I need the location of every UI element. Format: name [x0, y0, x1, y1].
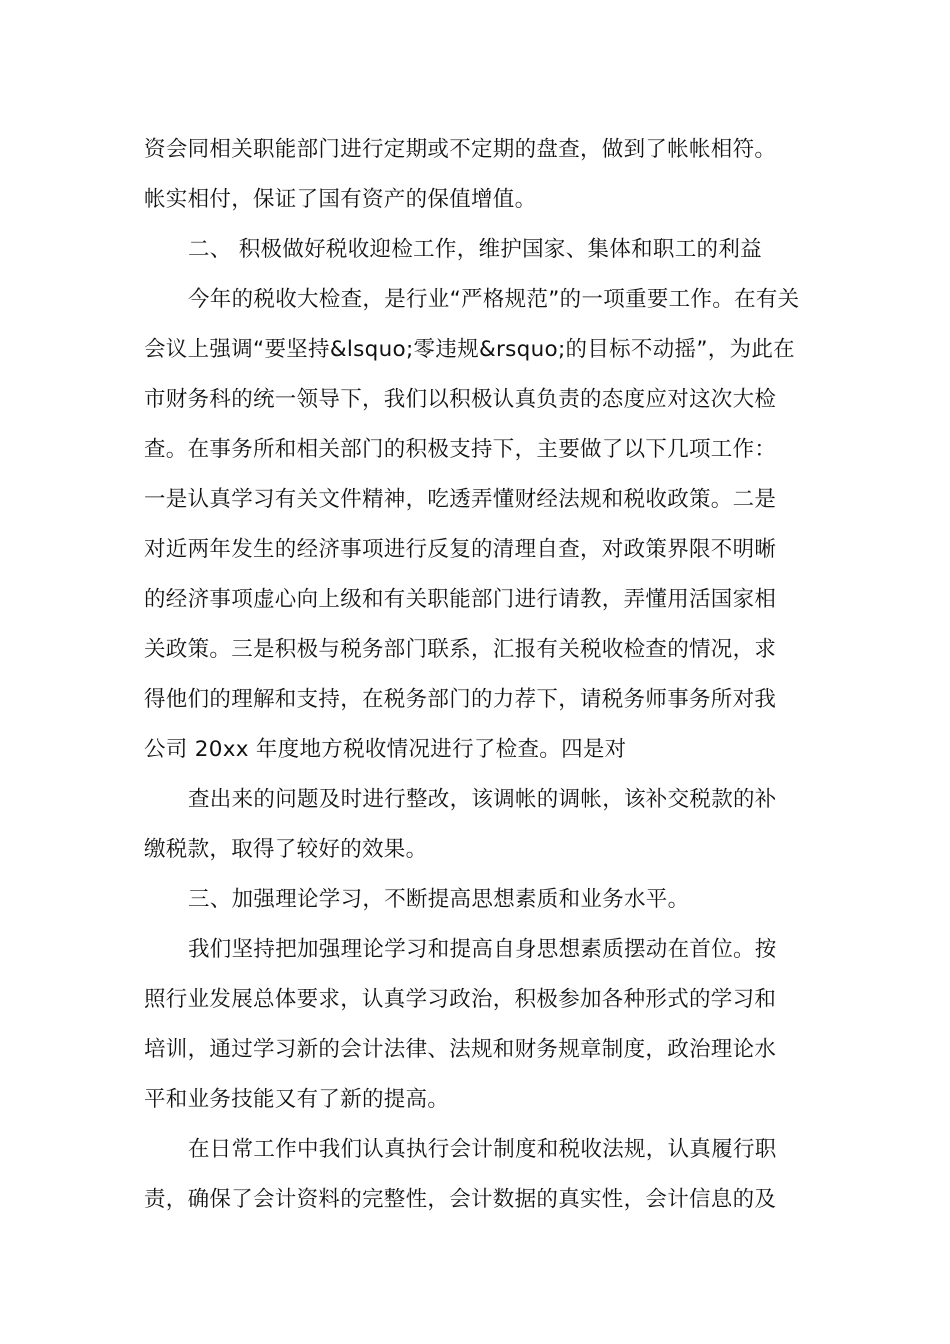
text-line: 培训，通过学习新的会计法律、法规和财务规章制度，政治理论水	[144, 1037, 777, 1062]
text-line: 得他们的理解和支持，在税务部门的力荐下，请税务师事务所对我	[144, 687, 777, 712]
text-line: 一是认真学习有关文件精神，吃透弄懂财经法规和税收政策。二是	[144, 487, 777, 512]
section-heading: 三、加强理论学习，不断提高思想素质和业务水平。	[188, 887, 690, 912]
text-line: 帐实相付，保证了国有资产的保值增值。	[144, 187, 537, 212]
text-line: 平和业务技能又有了新的提高。	[144, 1087, 450, 1112]
text-line: 关政策。三是积极与税务部门联系，汇报有关税收检查的情况，求	[144, 637, 777, 662]
text-line: 资会同相关职能部门进行定期或不定期的盘查，做到了帐帐相符。	[144, 137, 777, 162]
text-line: 照行业发展总体要求，认真学习政治，积极参加各种形式的学习和	[144, 987, 777, 1012]
text-line: 市财务科的统一领导下，我们以积极认真负责的态度应对这次大检	[144, 387, 777, 412]
text-line: 的经济事项虚心向上级和有关职能部门进行请教，弄懂用活国家相	[144, 587, 777, 612]
text-line: 对近两年发生的经济事项进行反复的清理自查，对政策界限不明晰	[144, 537, 777, 562]
text-line: 我们坚持把加强理论学习和提高自身思想素质摆动在首位。按	[188, 937, 777, 962]
text-line: 责，确保了会计资料的完整性，会计数据的真实性，会计信息的及	[144, 1187, 777, 1212]
text-line: 今年的税收大检查，是行业“严格规范”的一项重要工作。在有关	[188, 287, 800, 312]
text-line: 查。在事务所和相关部门的积极支持下，主要做了以下几项工作：	[144, 437, 777, 462]
text-line: 查出来的问题及时进行整改，该调帐的调帐，该补交税款的补	[188, 787, 777, 812]
section-heading: 二、 积极做好税收迎检工作，维护国家、集体和职工的利益	[188, 237, 762, 262]
text-line: 缴税款，取得了较好的效果。	[144, 837, 428, 862]
document-body	[144, 125, 806, 1225]
text-line: 会议上强调“要坚持&lsquo;零违规&rsquo;的目标不动摇”，为此在	[144, 337, 795, 362]
text-line: 公司 20xx 年度地方税收情况进行了检查。四是对	[144, 737, 627, 762]
text-line: 在日常工作中我们认真执行会计制度和税收法规，认真履行职	[188, 1137, 777, 1162]
